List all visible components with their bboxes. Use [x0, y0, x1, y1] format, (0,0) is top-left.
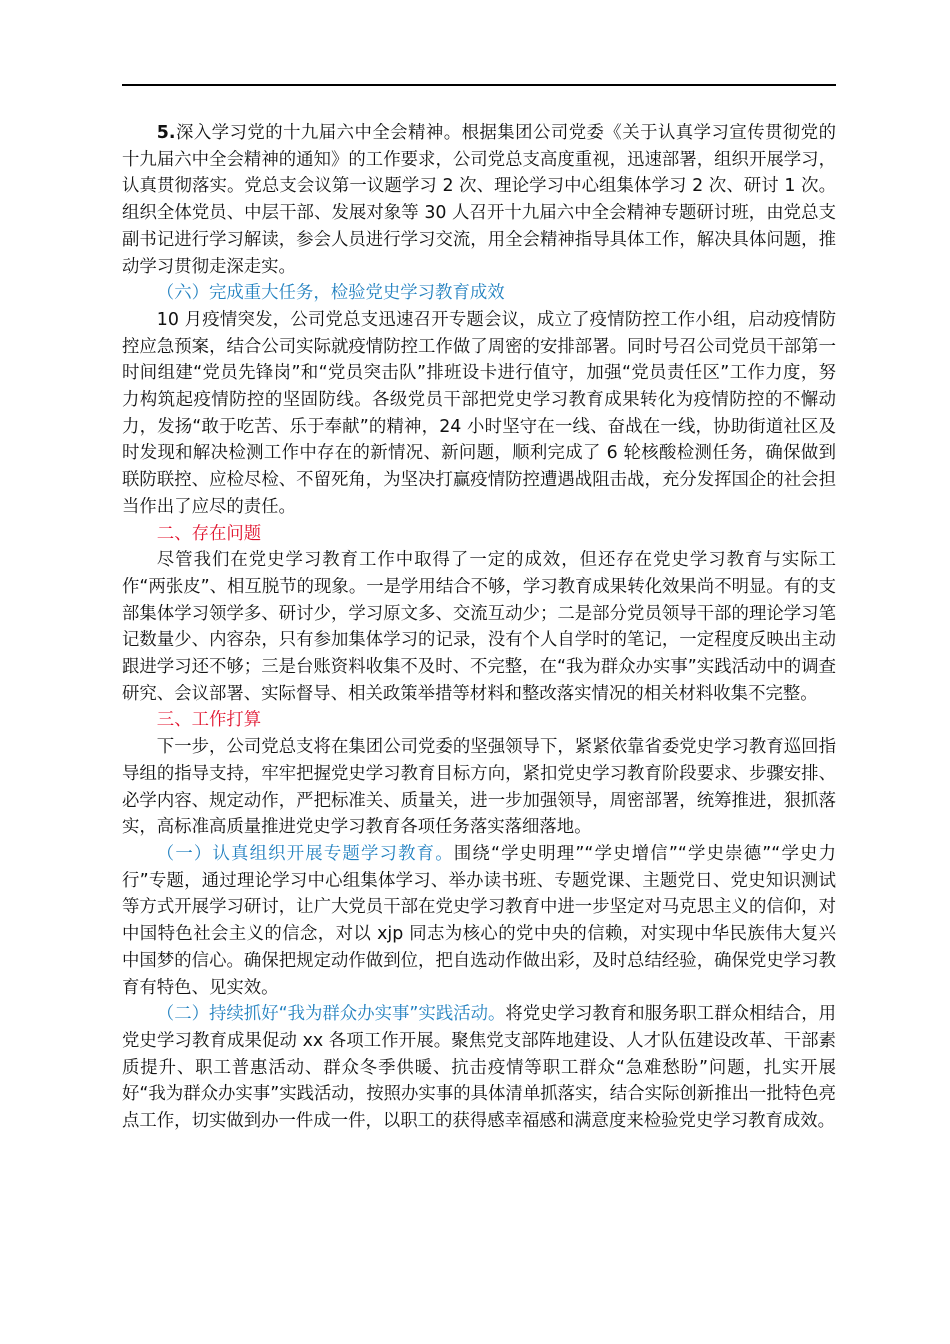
plan-2-heading: （二）持续抓好“我为群众办实事”实践活动。 [156, 1004, 506, 1025]
plan-1-heading: （一）认真组织开展专题学习教育。 [156, 843, 454, 864]
paragraph-next-steps: 下一步，公司党总支将在集团公司党委的坚强领导下，紧紧依靠省委党史学习教育巡回指导组的指导支持，牢牢把握党史学习教育目标方向，紧扣党史学习教育阶段要求、步骤安排、必学内容、规定动作，严把标准关、质量关，进一步加强领导，周密部署，统筹推进，狠抓落实，高标准高质量推进党史学习教育各项任务落实落细落地。 [122, 737, 836, 838]
plan-1-text: 围绕“学史明理”“学史增信”“学史崇德”“学史力行”专题，通过理论学习中心组集体学习、举办读书班、专题党课、主题党日、党史知识测试等方式开展学习研讨，让广大党员干部在党史学习教育中进一步坚定对马克思主义的信仰，对中国特色社会主义的信念，对以 xjp 同志为核心的党中央的信赖，对实现中华民族伟大复兴中国梦的信心。确保把规定动作做到位，把自选动作做出彩，及时总结经验，确保党史学习教育有特色、见实效。 [122, 843, 836, 998]
paragraph-study-plenum [122, 120, 836, 280]
header-rule [122, 84, 836, 86]
plan-2-text: 将党史学习教育和服务职工群众相结合，用党史学习教育成果促动 xx 各项工作开展。聚焦党支部阵地建设、人才队伍建设改革、干部素质提升、职工普惠活动、群众冬季供暖、抗击疫情等职工群众“急难愁盼”问题，扎实开展好“我为群众办实事”实践活动，按照办实事的具体清单抓落实，结合实际创新推出一批特色亮点工作，切实做到办一件成一件，以职工的获得感幸福感和满意度来检验党史学习教育成效。 [122, 1004, 836, 1132]
item-number: 5. [156, 123, 176, 143]
paragraph-epidemic: 10 月疫情突发，公司党总支迅速召开专题会议，成立了疫情防控工作小组，启动疫情防控应急预案，结合公司实际就疫情防控工作做了周密的安排部署。同时号召公司党员干部第一时间组建“党员先锋岗”和“党员突击队”排班设卡进行值守，加强“党员责任区”工作力度，努力构筑起疫情防控的坚固防线。各级党员干部把党史学习教育成果转化为疫情防控的不懈动力，发扬“敢于吃苦、乐于奉献”的精神，24 小时坚守在一线、奋战在一线，协助街道社区及时发现和解决检测工作中存在的新情况、新问题，顺利完成了 6 轮核酸检测任务，确保做到联防联控、应检尽检、不留死角，为坚决打赢疫情防控遭遇战阻击战，充分发挥国企的社会担当作出了应尽的责任。 [122, 309, 836, 517]
paragraph-problems: 尽管我们在党史学习教育工作中取得了一定的成效，但还存在党史学习教育与实际工作“两张皮”、相互脱节的现象。一是学用结合不够，学习教育成果转化效果尚不明显。有的支部集体学习领学多、研讨少，学习原文多、交流互动少；二是部分党员领导干部的理论学习笔记数量少、内容杂，只有参加集体学习的记录，没有个人自学时的笔记，一定程度反映出主动跟进学习还不够；三是台账资料收集不及时、不完整，在“我为群众办实事”实践活动中的调查研究、会议部署、实际督导、相关政策举措等材料和整改落实情况的相关材料收集不完整。 [122, 550, 836, 704]
paragraph-text: 深入学习党的十九届六中全会精神。根据集团公司党委《关于认真学习宣传贯彻党的十九届六中全会精神的通知》的工作要求，公司党总支高度重视，迅速部署，组织开展学习，认真贯彻落实。党总支会议第一议题学习 2 次、理论学习中心组集体学习 2 次、研讨 1 次。组织全体党员、中层干部、发展对象等 30 人召开十九届六中全会精神专题研讨班，由党总支副书记进行学习解读，参会人员进行学习交流，用全会精神指导具体工作，解决具体问题，推动学习贯彻走深走实。 [122, 123, 836, 277]
section-heading-problems: 二、存在问题 [156, 523, 262, 544]
document-body [122, 120, 836, 1135]
paragraph-plan-2 [122, 1001, 836, 1135]
section-heading-plans: 三、工作打算 [156, 710, 262, 731]
paragraph-plan-1 [122, 841, 836, 1001]
section-heading-6: （六）完成重大任务，检验党史学习教育成效 [156, 283, 505, 304]
